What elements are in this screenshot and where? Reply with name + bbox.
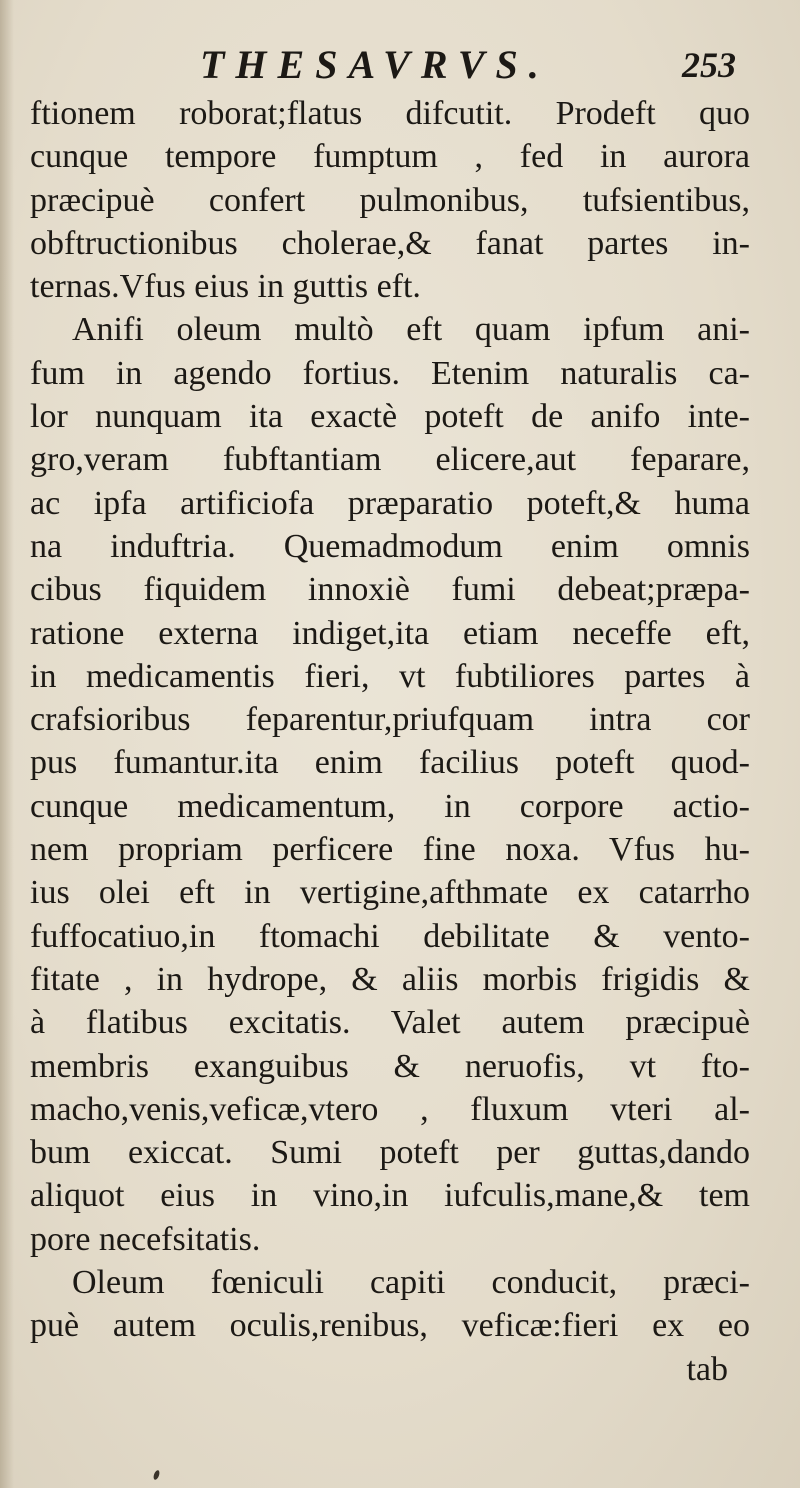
text-line: ternas.Vfus eius in guttis eft.	[30, 268, 421, 306]
catchword: tab	[686, 1350, 728, 1388]
paragraph-start-line: Oleum fœniculi capiti conducit, præci-	[72, 1264, 750, 1302]
page-number: 253	[682, 45, 736, 85]
body-text	[30, 92, 750, 1391]
text-line: macho,venis,veficæ,vtero , fluxum vteri al-	[30, 1090, 750, 1128]
text-line: ius olei eft in vertigine,afthmate ex catarrho	[30, 874, 750, 912]
text-line: puè autem oculis,renibus, veficæ:fieri ex eo	[30, 1307, 750, 1345]
text-line: fitate , in hydrope, & aliis morbis frigidis &	[30, 960, 750, 998]
text-line: membris exanguibus & neruofis, vt fto-	[30, 1047, 750, 1085]
text-line: aliquot eius in vino,in iufculis,mane,& tem	[30, 1177, 750, 1215]
paragraph-start-line: Anifi oleum multò eft quam ipfum ani-	[72, 311, 750, 349]
text-line: ac ipfa artificiofa præparatio poteft,& huma	[30, 484, 750, 522]
running-title: THESAVRVS.	[200, 42, 550, 87]
text-line: præcipuè confert pulmonibus, tufsientibus,	[30, 181, 750, 219]
gutter-shadow	[0, 0, 14, 1488]
text-line: cunque tempore fumptum , fed in aurora	[30, 138, 750, 176]
text-line: na induftria. Quemadmodum enim omnis	[30, 527, 750, 565]
text-line: in medicamentis fieri, vt fubtiliores partes à	[30, 657, 750, 695]
text-line: nem propriam perficere fine noxa. Vfus hu-	[30, 831, 750, 869]
text-line: obftructionibus cholerae,& fanat partes in-	[30, 224, 750, 262]
page-header	[0, 40, 800, 90]
text-line: pus fumantur.ita enim facilius poteft quod-	[30, 744, 750, 782]
text-line: fum in agendo fortius. Etenim naturalis ca-	[30, 354, 750, 392]
text-line: ftionem roborat;flatus difcutit. Prodeft quo	[30, 95, 750, 132]
text-line: pore necefsitatis.	[30, 1220, 261, 1258]
text-line: ratione externa indiget,ita etiam neceffe eft,	[30, 614, 750, 652]
text-line: à flatibus excitatis. Valet autem præcipuè	[30, 1004, 750, 1042]
ink-speck	[152, 1469, 160, 1480]
text-line: bum exiccat. Sumi poteft per guttas,dando	[30, 1134, 750, 1172]
text-line: crafsioribus feparentur,priufquam intra cor	[30, 701, 750, 739]
text-line: lor nunquam ita exactè poteft de anifo inte-	[30, 398, 750, 436]
text-line: cunque medicamentum, in corpore actio-	[30, 787, 750, 825]
text-line: gro,veram fubftantiam elicere,aut feparare,	[30, 441, 750, 479]
text-line: cibus fiquidem innoxiè fumi debeat;præpa-	[30, 571, 750, 609]
text-line: fuffocatiuo,in ftomachi debilitate & vento-	[30, 917, 750, 955]
